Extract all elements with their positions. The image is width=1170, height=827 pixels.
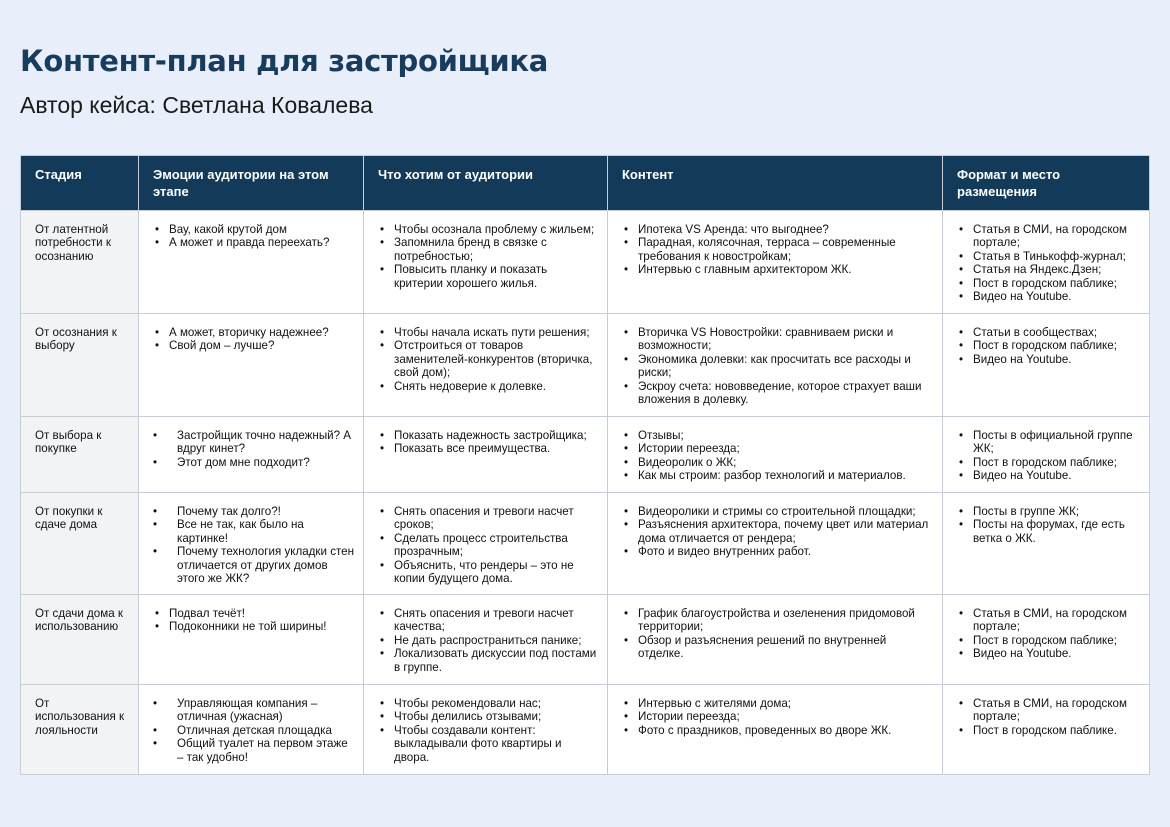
list-item: • Видео на Youtube. xyxy=(957,353,1141,366)
emotions-list xyxy=(153,505,355,585)
table-row xyxy=(21,417,1150,493)
content-cell xyxy=(608,595,943,685)
goals-list xyxy=(378,607,599,674)
content-list xyxy=(622,607,934,661)
list-item: • Подвал течёт! xyxy=(153,607,355,620)
list-item: • Фото с праздников, проведенных во дворе ЖК. xyxy=(622,724,934,737)
list-item: • Истории переезда; xyxy=(622,710,934,723)
list-item: • Чтобы создавали контент: выкладывали фото квартиры и двора. xyxy=(378,724,599,764)
content-plan-table xyxy=(20,155,1150,775)
goals-list xyxy=(378,505,599,585)
list-item: • Запомнила бренд в связке с потребностью; xyxy=(378,236,599,263)
list-item: • Этот дом мне подходит? xyxy=(153,456,355,469)
list-item: • Статья в Тинькофф-журнал; xyxy=(957,250,1141,263)
list-item: • Эскроу счета: нововведение, которое страхует ваши вложения в долевку. xyxy=(622,380,934,407)
table-header-row xyxy=(21,156,1150,211)
list-item: • Локализовать дискуссии под постами в группе. xyxy=(378,647,599,674)
list-item: • Вау, какой крутой дом xyxy=(153,223,355,236)
list-item: • Снять опасения и тревоги насчет качества; xyxy=(378,607,599,634)
list-item: • Застройщик точно надежный? А вдруг кинет? xyxy=(153,429,355,456)
format-list xyxy=(957,697,1141,737)
list-item: • Видео на Youtube. xyxy=(957,290,1141,303)
list-item: • График благоустройства и озеленения придомовой территории; xyxy=(622,607,934,634)
list-item: • Пост в городском паблике; xyxy=(957,277,1141,290)
format-list xyxy=(957,607,1141,661)
content-cell xyxy=(608,493,943,595)
list-item: • Статья на Яндекс.Дзен; xyxy=(957,263,1141,276)
list-item: • Чтобы осознала проблему с жильем; xyxy=(378,223,599,236)
list-item: • Экономика долевки: как просчитать все расходы и риски; xyxy=(622,353,934,380)
list-item: • Интервью с главным архитектором ЖК. xyxy=(622,263,934,276)
list-item: • Подоконники не той ширины! xyxy=(153,620,355,633)
emotions-cell xyxy=(139,211,364,314)
content-list xyxy=(622,429,934,483)
stage-cell: От использования к лояльности xyxy=(21,685,139,775)
emotions-cell xyxy=(139,314,364,417)
list-item: • Объяснить, что рендеры – это не копии будущего дома. xyxy=(378,559,599,586)
list-item: • Вторичка VS Новостройки: сравниваем риски и возможности; xyxy=(622,326,934,353)
content-list xyxy=(622,223,934,277)
content-list xyxy=(622,326,934,406)
list-item: • Как мы строим: разбор технологий и материалов. xyxy=(622,469,934,482)
goals-cell xyxy=(364,595,608,685)
table-row xyxy=(21,493,1150,595)
format-list xyxy=(957,326,1141,366)
list-item: • Ипотека VS Аренда: что выгоднее? xyxy=(622,223,934,236)
goals-list xyxy=(378,429,599,456)
list-item: • Управляющая компания – отличная (ужасная) xyxy=(153,697,355,724)
list-item: • Пост в городском паблике; xyxy=(957,634,1141,647)
list-item: • Показать надежность застройщика; xyxy=(378,429,599,442)
list-item: • Статья в СМИ, на городском портале; xyxy=(957,223,1141,250)
goals-list xyxy=(378,326,599,393)
goals-cell xyxy=(364,685,608,775)
list-item: • Посты в группе ЖК; xyxy=(957,505,1141,518)
list-item: • Отстроиться от товаров заменителей-конкурентов (вторичка, свой дом); xyxy=(378,339,599,379)
page-title: Контент-план для застройщика xyxy=(20,44,549,78)
list-item: • Интервью с жителями дома; xyxy=(622,697,934,710)
list-item: • Пост в городском паблике. xyxy=(957,724,1141,737)
list-item: • Посты в официальной группе ЖК; xyxy=(957,429,1141,456)
stage-cell: От латентной потребности к осознанию xyxy=(21,211,139,314)
list-item: • Разъяснения архитектора, почему цвет или материал дома отличается от рендера; xyxy=(622,518,934,545)
list-item: • Показать все преимущества. xyxy=(378,442,599,455)
list-item: • Видеоролик о ЖК; xyxy=(622,456,934,469)
list-item: • Сделать процесс строительства прозрачным; xyxy=(378,532,599,559)
format-cell xyxy=(943,685,1150,775)
list-item: • Статьи в сообществах; xyxy=(957,326,1141,339)
format-cell xyxy=(943,417,1150,493)
list-item: • Истории переезда; xyxy=(622,442,934,455)
emotions-cell xyxy=(139,685,364,775)
goals-cell xyxy=(364,493,608,595)
emotions-list xyxy=(153,429,355,469)
list-item: • Видео на Youtube. xyxy=(957,469,1141,482)
list-item: • Чтобы рекомендовали нас; xyxy=(378,697,599,710)
list-item: • Видео на Youtube. xyxy=(957,647,1141,660)
column-header-emotions: Эмоции аудитории на этом этапе xyxy=(139,156,364,211)
goals-list xyxy=(378,223,599,290)
list-item: • Отзывы; xyxy=(622,429,934,442)
list-item: • Общий туалет на первом этаже – так удобно! xyxy=(153,737,355,764)
emotions-list xyxy=(153,326,355,353)
list-item: • Почему так долго?! xyxy=(153,505,355,518)
list-item: • А может, вторичку надежнее? xyxy=(153,326,355,339)
list-item: • А может и правда переехать? xyxy=(153,236,355,249)
emotions-cell xyxy=(139,493,364,595)
list-item: • Все не так, как было на картинке! xyxy=(153,518,355,545)
table-row xyxy=(21,314,1150,417)
emotions-cell xyxy=(139,417,364,493)
column-header-goals: Что хотим от аудитории xyxy=(364,156,608,211)
list-item: • Видеоролики и стримы со строительной площадки; xyxy=(622,505,934,518)
list-item: • Снять недоверие к долевке. xyxy=(378,380,599,393)
list-item: • Пост в городском паблике; xyxy=(957,456,1141,469)
emotions-list xyxy=(153,697,355,764)
emotions-list xyxy=(153,607,355,634)
column-header-content: Контент xyxy=(608,156,943,211)
goals-cell xyxy=(364,211,608,314)
table-row xyxy=(21,595,1150,685)
stage-cell: От покупки к сдаче дома xyxy=(21,493,139,595)
list-item: • Чтобы начала искать пути решения; xyxy=(378,326,599,339)
emotions-list xyxy=(153,223,355,250)
format-cell xyxy=(943,314,1150,417)
content-cell xyxy=(608,314,943,417)
list-item: • Отличная детская площадка xyxy=(153,724,355,737)
format-cell xyxy=(943,595,1150,685)
list-item: • Чтобы делились отзывами; xyxy=(378,710,599,723)
content-cell xyxy=(608,685,943,775)
stage-cell: От сдачи дома к использованию xyxy=(21,595,139,685)
content-cell xyxy=(608,417,943,493)
column-header-format: Формат и место размещения xyxy=(943,156,1150,211)
list-item: • Статья в СМИ, на городском портале; xyxy=(957,697,1141,724)
list-item: • Снять опасения и тревоги насчет сроков; xyxy=(378,505,599,532)
list-item: • Посты на форумах, где есть ветка о ЖК. xyxy=(957,518,1141,545)
list-item: • Почему технология укладки стен отличается от других домов этого же ЖК? xyxy=(153,545,355,585)
page-subtitle: Автор кейса: Светлана Ковалева xyxy=(20,92,373,118)
format-cell xyxy=(943,493,1150,595)
table-row xyxy=(21,685,1150,775)
list-item: • Пост в городском паблике; xyxy=(957,339,1141,352)
list-item: • Парадная, колясочная, терраса – современные требования к новостройкам; xyxy=(622,236,934,263)
stage-cell: От выбора к покупке xyxy=(21,417,139,493)
stage-cell: От осознания к выбору xyxy=(21,314,139,417)
list-item: • Статья в СМИ, на городском портале; xyxy=(957,607,1141,634)
content-list xyxy=(622,697,934,737)
format-list xyxy=(957,223,1141,303)
goals-cell xyxy=(364,417,608,493)
list-item: • Повысить планку и показать критерии хорошего жилья. xyxy=(378,263,599,290)
goals-cell xyxy=(364,314,608,417)
content-list xyxy=(622,505,934,559)
format-list xyxy=(957,429,1141,483)
format-list xyxy=(957,505,1141,545)
column-header-stage: Стадия xyxy=(21,156,139,211)
list-item: • Не дать распространиться панике; xyxy=(378,634,599,647)
list-item: • Свой дом – лучше? xyxy=(153,339,355,352)
list-item: • Фото и видео внутренних работ. xyxy=(622,545,934,558)
format-cell xyxy=(943,211,1150,314)
goals-list xyxy=(378,697,599,764)
list-item: • Обзор и разъяснения решений по внутренней отделке. xyxy=(622,634,934,661)
content-cell xyxy=(608,211,943,314)
table-row xyxy=(21,211,1150,314)
emotions-cell xyxy=(139,595,364,685)
